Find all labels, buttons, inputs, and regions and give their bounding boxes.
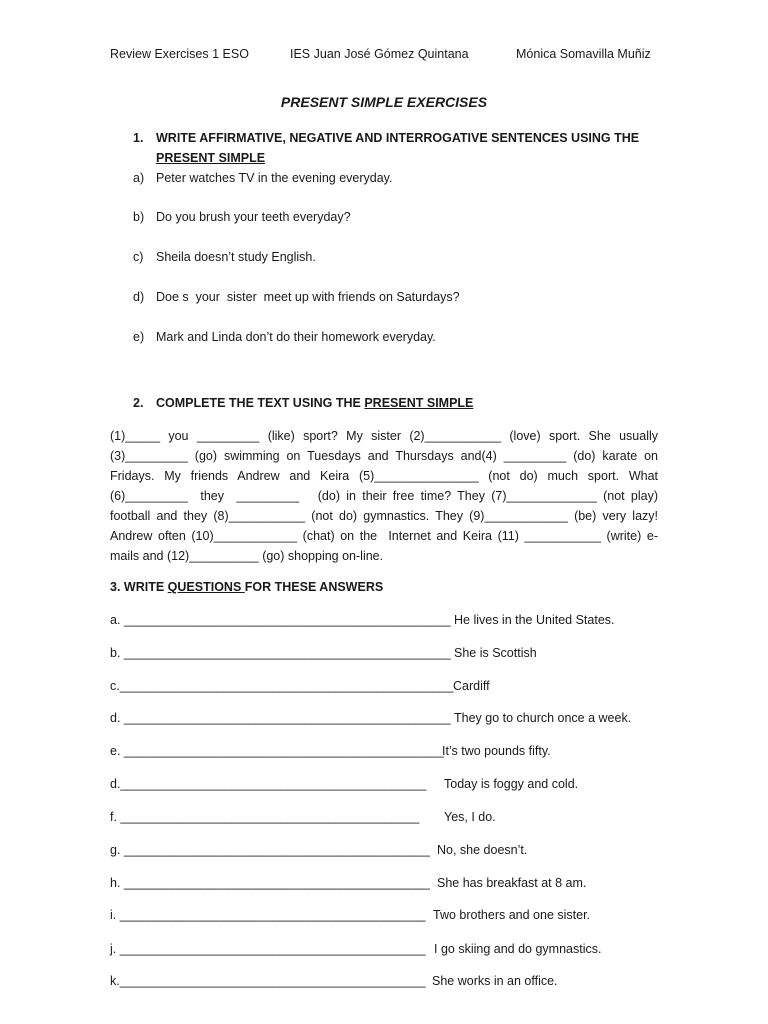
- question-blank: d.____________________________________________: [110, 777, 427, 791]
- answer-text: They go to church once a week.: [454, 711, 632, 725]
- paragraph-line: Andrew often (10)____________ (chat) on the Internet and Keira (11) ___________ (write) e-: [110, 529, 658, 543]
- header-left: Review Exercises 1 ESO: [110, 47, 249, 61]
- item-letter: b): [133, 210, 145, 224]
- answer-text: Today is foggy and cold.: [444, 777, 579, 791]
- question-row: [110, 810, 496, 824]
- section-3-heading-prefix: 3. WRITE: [110, 580, 168, 594]
- header-right: Mónica Somavilla Muñiz: [516, 47, 651, 61]
- section-2-heading-text: COMPLETE THE TEXT USING THE: [156, 396, 365, 410]
- answer-text: She works in an office.: [432, 974, 558, 988]
- section-1-heading-underlined: PRESENT SIMPLE: [156, 151, 266, 165]
- item-letter: c): [133, 250, 144, 264]
- item-sentence: Doe s your sister meet up with friends on Saturdays?: [156, 290, 460, 304]
- item-letter: d): [133, 290, 145, 304]
- question-row: [110, 777, 579, 791]
- question-blank: f. ___________________________________________: [110, 810, 420, 824]
- question-row: [110, 876, 587, 890]
- section-2-number: 2.: [133, 396, 144, 410]
- question-blank: d. _______________________________________________: [110, 711, 451, 725]
- paragraph-line: (3)_________ (go) swimming on Tuesdays and Thursdays and(4) _________ (do) karate on: [110, 449, 658, 463]
- answer-text: Two brothers and one sister.: [433, 908, 591, 922]
- page-title: PRESENT SIMPLE EXERCISES: [280, 94, 488, 110]
- section-3-heading-underlined: QUESTIONS: [167, 580, 245, 594]
- question-blank: e. ______________________________________________: [110, 744, 444, 758]
- item-sentence: Do you brush your teeth everyday?: [156, 210, 351, 224]
- question-blank: b. _______________________________________________: [110, 646, 451, 660]
- section-3-heading: [110, 580, 383, 594]
- header-center: IES Juan José Gómez Quintana: [290, 47, 469, 61]
- paragraph-line: (6)_________ they _________ (do) in their free time? They (7)_____________ (not play): [110, 489, 658, 503]
- paragraph-line: mails and (12)__________ (go) shopping on-line.: [110, 549, 384, 563]
- item-letter: a): [133, 171, 145, 185]
- fill-in-paragraph: [110, 426, 658, 566]
- section-1-number: 1.: [133, 131, 144, 145]
- question-row: [110, 744, 551, 758]
- answer-text: Yes, I do.: [444, 810, 496, 824]
- question-row: [110, 942, 602, 956]
- question-row: [110, 646, 537, 660]
- item-sentence: Mark and Linda don’t do their homework everyday.: [156, 330, 436, 344]
- question-blank: a. _______________________________________________: [110, 613, 451, 627]
- question-row: [110, 679, 490, 693]
- answer-text: Cardiff: [453, 679, 490, 693]
- paragraph-line: Fridays. My friends Andrew and Keira (5)_______________ (not do) much sport. What: [110, 469, 658, 483]
- section-1-heading: WRITE AFFIRMATIVE, NEGATIVE AND INTERROGATIVE SENTENCES USING THE: [156, 131, 640, 145]
- answer-text: No, she doesn’t.: [437, 843, 528, 857]
- question-row: [110, 843, 528, 857]
- item-letter: e): [133, 330, 145, 344]
- question-row: [110, 974, 558, 988]
- paragraph-line: football and they (8)___________ (not do) gymnastics. They (9)____________ (be) very lazy!: [110, 509, 658, 523]
- item-sentence: Sheila doesn’t study English.: [156, 250, 316, 264]
- question-blank: j. ____________________________________________: [110, 942, 426, 956]
- question-row: [110, 613, 615, 627]
- section-2-heading-underlined: PRESENT SIMPLE: [364, 396, 474, 410]
- question-blank: i. ____________________________________________: [110, 908, 426, 922]
- answer-text: It’s two pounds fifty.: [442, 744, 551, 758]
- section-2-heading: [156, 396, 473, 410]
- answer-text: I go skiing and do gymnastics.: [434, 942, 602, 956]
- section-3-heading-suffix: FOR THESE ANSWERS: [244, 580, 384, 594]
- question-blank: g. ____________________________________________: [110, 843, 430, 857]
- question-row: [110, 711, 632, 725]
- paragraph-line: (1)_____ you _________ (like) sport? My sister (2)___________ (love) sport. She usually: [110, 429, 658, 443]
- answer-text: She is Scottish: [454, 646, 537, 660]
- question-blank: h. ____________________________________________: [110, 876, 430, 890]
- question-blank: c.________________________________________________: [110, 679, 454, 693]
- answer-text: He lives in the United States.: [454, 613, 615, 627]
- question-blank: k.____________________________________________: [110, 974, 426, 988]
- answer-text: She has breakfast at 8 am.: [437, 876, 587, 890]
- question-row: [110, 908, 591, 922]
- item-sentence: Peter watches TV in the evening everyday.: [156, 171, 393, 185]
